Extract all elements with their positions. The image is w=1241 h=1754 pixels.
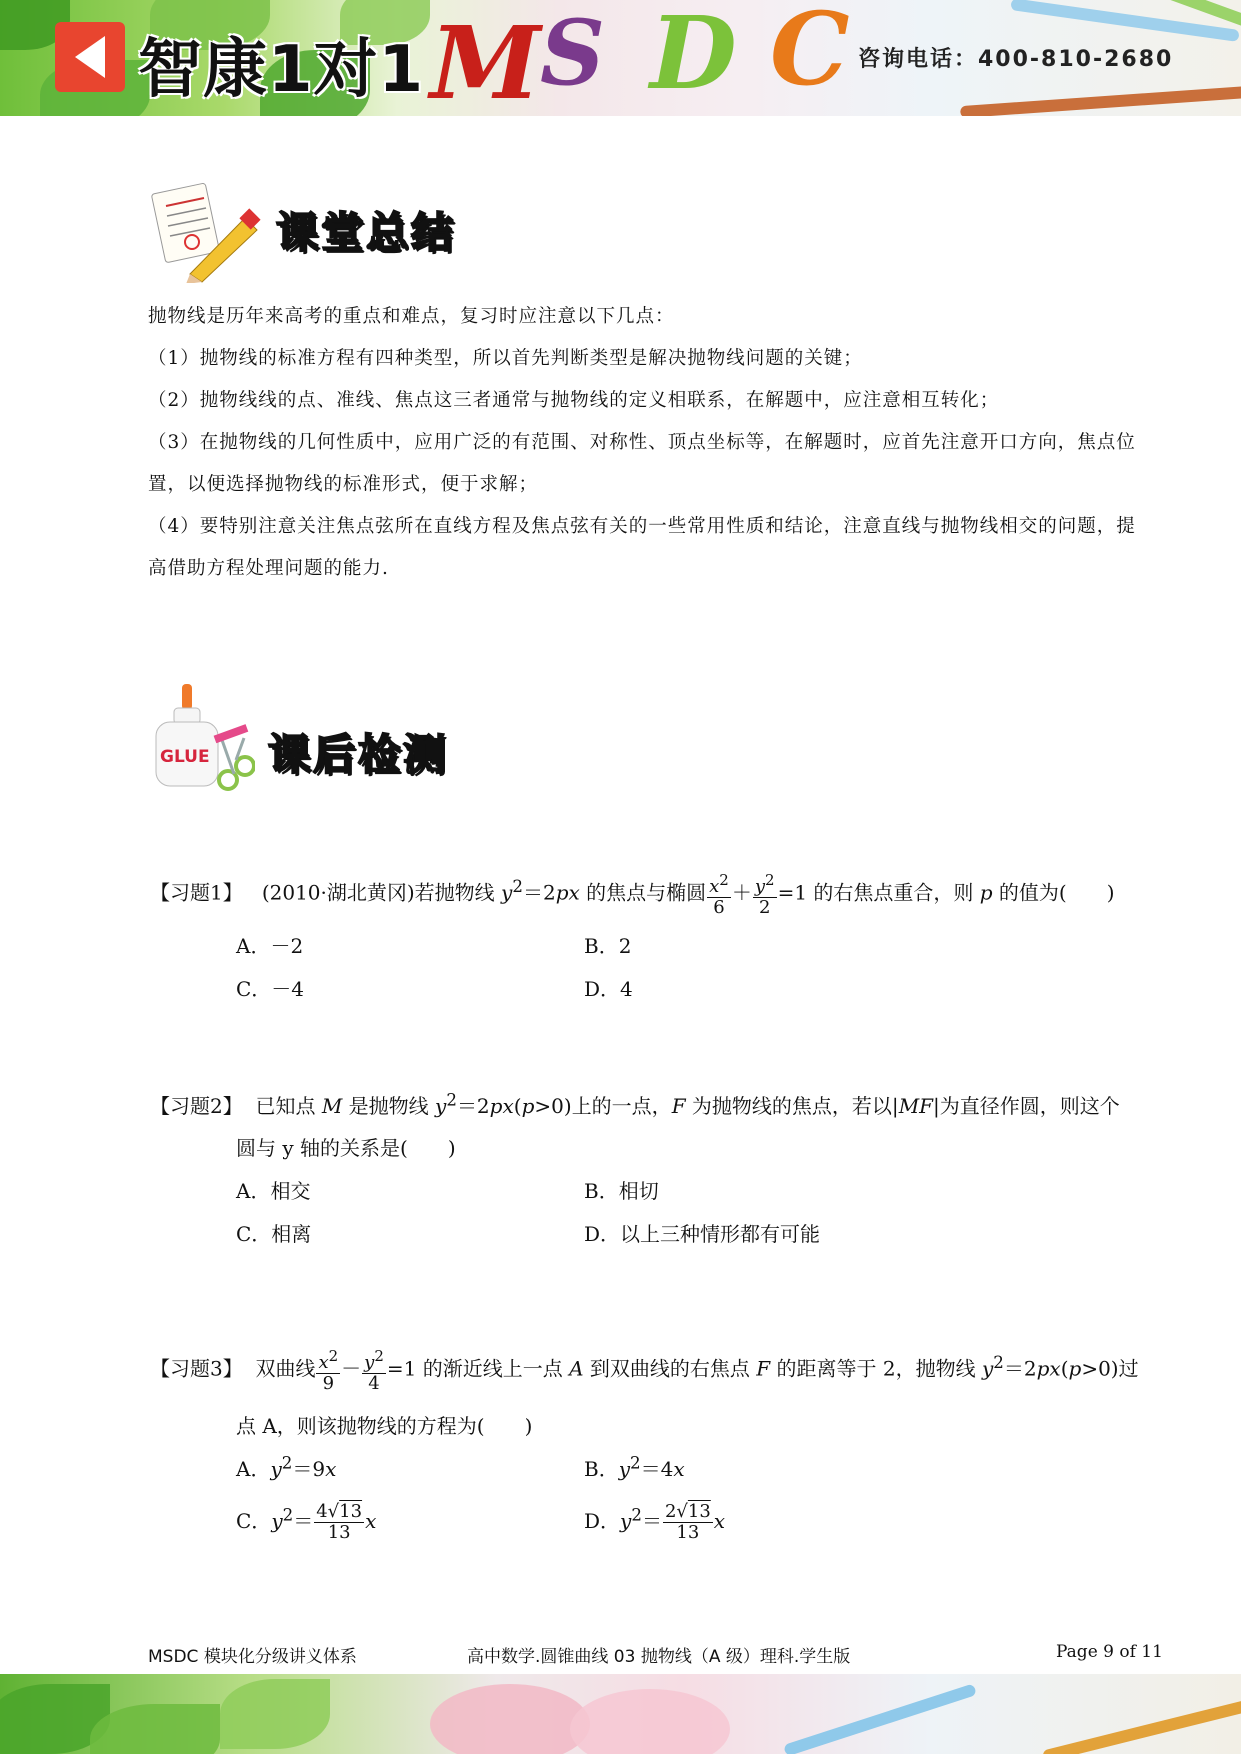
footer-banner: [0, 1674, 1241, 1754]
question-2: 【习题2】 已知点 M 是抛物线 $y^2=2px(p>0)$上的一点，F 为抛物线的焦点，若以|MF|为直径作圆，则这个 圆与 y 轴的关系是( ): [150, 1090, 1120, 1160]
q1-option-a[interactable]: A．－2: [236, 934, 304, 958]
fraction: $\frac{x^2}{9}$: [318, 1347, 339, 1394]
q3-option-c[interactable]: C．$y^2=$ $\frac{4√13}{13}$ x: [236, 1501, 377, 1543]
question-3: 【习题3】 双曲线 $\frac{x^2}{9}$ － $\frac{y^2}{4}$ =1 的渐近线上一点 A 到双曲线的右焦点 F 的距离等于 2，抛物线 $y^2=2px(p>0)$过 点 A，则该抛物线的方程为( ): [150, 1347, 1139, 1438]
logo-text: 智康1对1: [138, 33, 425, 107]
footer-center: 高中数学.圆锥曲线 03 抛物线（A 级）理科.学生版: [467, 1647, 851, 1667]
q3-option-b[interactable]: B．$y^2=4x$: [584, 1453, 685, 1481]
summary-intro: 抛物线是历年来高考的重点和难点，复习时应注意以下几点：: [148, 306, 675, 327]
footer-left: MSDC 模块化分级讲义体系: [148, 1647, 357, 1667]
header-banner: [0, 0, 1241, 116]
glue-scissors-icon: [150, 680, 255, 800]
fraction: $\frac{y^2}{2}$: [754, 871, 775, 918]
summary-point-4: （4）要特别注意关注焦点弦所在直线方程及焦点弦有关的一些常用性质和结论，注意直线与抛物线相交的问题，提高借助方程处理问题的能力.: [148, 516, 1136, 579]
q1-option-d[interactable]: D．4: [584, 977, 633, 1001]
logo-mark: [55, 22, 125, 92]
notebook-pencil-icon: [150, 178, 265, 283]
q1-option-c[interactable]: C．－4: [236, 977, 305, 1001]
summary-body: [148, 296, 1153, 590]
brand-letter-c: C: [770, 0, 850, 108]
q3-option-a[interactable]: A．$y^2=9x$: [236, 1453, 337, 1481]
brand-letter-s: S: [540, 0, 605, 106]
q2-option-a[interactable]: A．相交: [236, 1179, 311, 1203]
phone-number: 咨询电话：400-810-2680: [858, 47, 1174, 72]
q2-option-b[interactable]: B．相切: [584, 1179, 659, 1203]
summary-point-2: （2）抛物线线的点、准线、焦点这三者通常与抛物线的定义相联系，在解题中，应注意相互转化；: [148, 390, 1000, 411]
question-1: 【习题1】 (2010·湖北黄冈)若抛物线 $y^2=2px$ 的焦点与椭圆 $\frac{x^2}{6}$ ＋ $\frac{y^2}{2}$ =1 的右焦点重合，则 p 的值为( ): [150, 871, 1115, 918]
question-1-tag: 【习题1】: [150, 880, 243, 905]
footer-page-number: Page 9 of 11: [1056, 1642, 1163, 1662]
q1-option-b[interactable]: B．2: [584, 934, 632, 958]
section-title-summary: 课堂总结: [276, 208, 457, 257]
brand-letter-d: D: [650, 0, 737, 112]
brand-letter-m: M: [430, 4, 541, 116]
summary-point-3: （3）在抛物线的几何性质中，应用广泛的有范围、对称性、顶点坐标等，在解题时，应首先注意开口方向，焦点位置，以便选择抛物线的标准形式，便于求解；: [148, 432, 1136, 495]
question-2-line2: 圆与 y 轴的关系是( ): [236, 1136, 456, 1160]
q2-option-d[interactable]: D．以上三种情形都有可能: [584, 1222, 821, 1246]
summary-point-1: （1）抛物线的标准方程有四种类型，所以首先判断类型是解决抛物线问题的关键；: [148, 348, 863, 369]
fraction: $\frac{x^2}{6}$: [709, 871, 729, 918]
fraction: $\frac{y^2}{4}$: [364, 1347, 384, 1394]
section-title-homework: 课后检测: [268, 730, 449, 779]
question-2-tag: 【习题2】: [150, 1094, 243, 1118]
question-3-tag: 【习题3】: [150, 1356, 243, 1381]
q2-option-c[interactable]: C．相离: [236, 1222, 312, 1246]
question-3-line2: 点 A，则该抛物线的方程为( ): [236, 1414, 533, 1438]
q3-option-d[interactable]: D．$y^2=$ $\frac{2√13}{13}$ x: [584, 1501, 726, 1543]
svg-text:GLUE: GLUE: [160, 747, 210, 767]
